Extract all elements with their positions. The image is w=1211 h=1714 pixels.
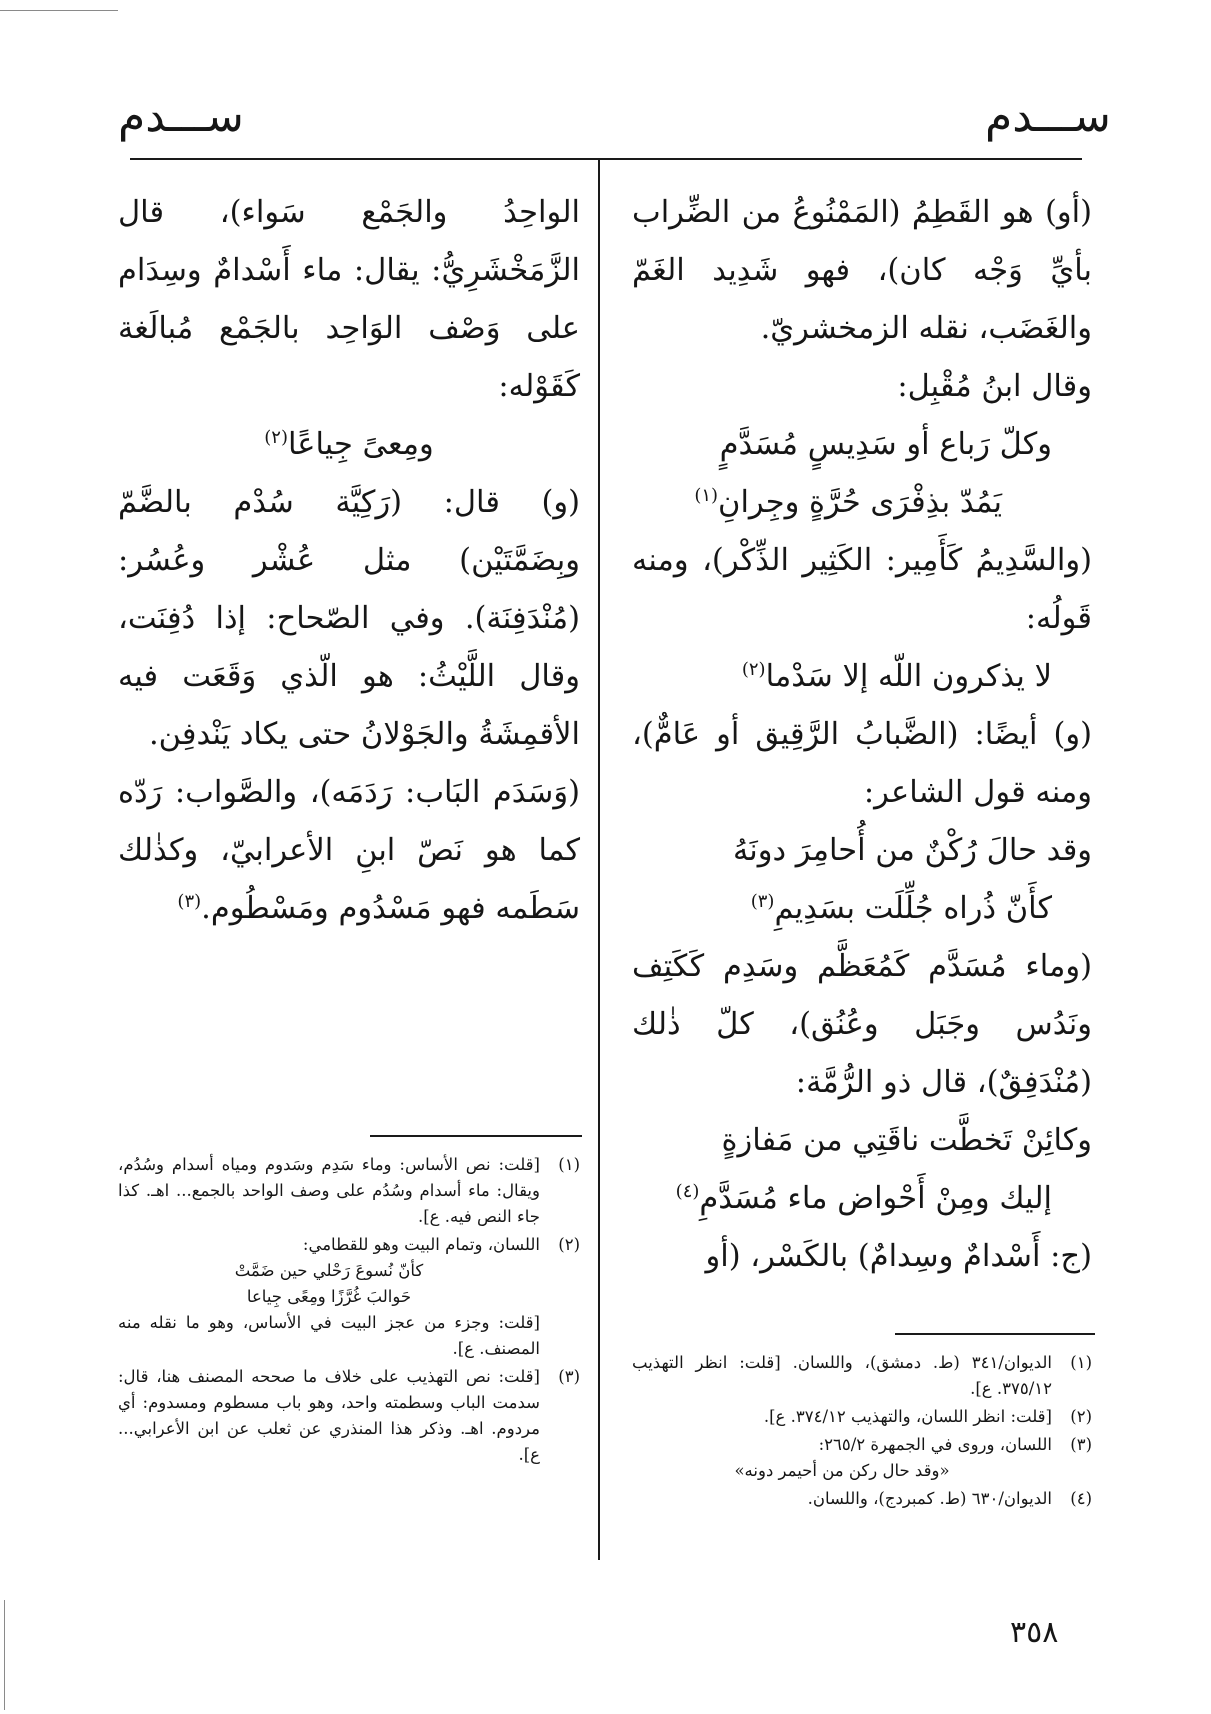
footnote-verse: حَوالبَ غُرَّزًا ومِعًى جِياعا xyxy=(246,1287,412,1306)
footnote-separator-right xyxy=(895,1333,1095,1335)
footnote: (٢) اللسان، وتمام البيت وهو للقطامي: كأنّ نُسوعَ رَحْلي حين ضَمَّتْ حَوالبَ غُرَّزًا ومِعًى جِياعا [قلت: وجزء من عجز البيت في الأساس، وهو ما نقله منه المصنف. ع]. xyxy=(118,1235,580,1358)
footnote-ref: (١) xyxy=(694,484,719,506)
footnote-verse: «وقد حال ركن من أحيمر دونه» xyxy=(734,1461,950,1480)
verse-line: وقد حالَ رُكْنٌ من أُحامِرَ دونَهُ xyxy=(732,833,1092,868)
running-head-left: ســـدم xyxy=(118,91,244,142)
header-rule xyxy=(130,158,1082,160)
footnote: (٤) الديوان/٦٣٠ (ط. كمبردج)، واللسان. xyxy=(807,1489,1092,1508)
left-column xyxy=(118,184,580,938)
footnote-verse: كأنّ نُسوعَ رَحْلي حين ضَمَّتْ xyxy=(234,1261,424,1280)
page-number: ٣٥٨ xyxy=(1010,1615,1059,1650)
verse-line: يَمُدّ بذِفْرَى حُرَّةٍ وجِرانِ$^{(١)}$ xyxy=(694,484,1002,520)
footnote: (١) الديوان/٣٤١ (ط. دمشق)، واللسان. [قلت: انظر التهذيب ٣٧٥/١٢. ع]. xyxy=(632,1353,1092,1398)
verse-line: ومِعىً جِياعًا$^{(٢)}$ xyxy=(264,426,434,462)
paragraph: (أو) هو القَطِمُ (المَمْنُوعُ من الضِّراب بأيِّ وَجْه كان)، فهو شَدِيد الغَمّ والغَضَب، نقله الزمخشريّ. xyxy=(632,195,1092,346)
verse-line: إليك ومِنْ أَحْواض ماء مُسَدَّمِ$^{(٤)}$ xyxy=(675,1180,1052,1216)
footnote-ref: (٢) xyxy=(741,658,766,680)
verse-line: وكائِنْ تَخطَّت ناقَتِي من مَفازةٍ xyxy=(721,1123,1092,1158)
paragraph: الواحِدُ والجَمْع سَواء)، قال الزَّمَخْشَرِيُّ: يقال: ماء أَسْدامٌ وسِدَام على وَصْف الوَاحِد بالجَمْع مُبالَغة كَقَوْله: xyxy=(118,195,580,404)
footnote-ref: (٤) xyxy=(675,1180,700,1202)
paragraph: (و) قال: (رَكِيَّة سُدْم بالضَّمّ وبِضَمَّتَيْن) مثل عُشْر وعُسُر: (مُنْدَفِنَة). وفي الصّحاح: إذا دُفِنَت، وقال اللَّيْثُ: هو الّذي وَقَعَت فيه الأقمِشَةُ والجَوْلانُ حتى يكاد يَنْدفِن. xyxy=(118,485,580,752)
footnote-ref: (٣) xyxy=(750,890,775,912)
footnotes-right xyxy=(632,1350,1092,1514)
footnote: (٢) [قلت: انظر اللسان، والتهذيب ٣٧٤/١٢. ع]. xyxy=(763,1407,1092,1426)
right-column xyxy=(632,184,1092,1286)
paragraph: (والسَّدِيمُ كَأَمِير: الكَثِير الذِّكْر)، ومنه قَولُه: xyxy=(632,543,1092,636)
verse-line: لا يذكرون اللّه إلا سَدْما$^{(٢)}$ xyxy=(741,658,1052,694)
paragraph: (وَسَدَم البَاب: رَدَمَه)، والصَّواب: رَدّه كما هو نَصّ ابنِ الأعرابيّ، وكذٰلك سَطَمه فهو مَسْدُوم ومَسْطُوم.$^{(٣)}$ xyxy=(118,775,580,926)
footnote: (١) [قلت: نص الأساس: وماء سَدِم وسَدوم ومياه أسدام وسُدُم، ويقال: ماء أسدام وسُدُم على وصف الواحد بالجمع... اهـ. كذا جاء النص فيه. ع]. xyxy=(118,1155,580,1226)
footnote: (٣) [قلت: نص التهذيب على خلاف ما صححه المصنف هنا، قال: سدمت الباب وسطمته واحد، وهو باب مسطوم ومسدوم: أي مردوم. اهـ. وذكر هذا المنذري عن ثعلب عن ابن الأعرابي... ع]. xyxy=(118,1367,580,1464)
paragraph: (وماء مُسَدَّم كَمُعَظَّم وسَدِم كَكَتِف ونَدُس وجَبَل وعُنُق)، كلّ ذٰلك (مُنْدَفِقٌ)، قال ذو الرُّمَّة: xyxy=(632,949,1092,1100)
paragraph: (ج: أَسْدامٌ وسِدامٌ) بالكَسْر، (أو xyxy=(705,1239,1092,1274)
paragraph: وقال ابنُ مُقْبِل: xyxy=(897,369,1092,404)
footnote-separator-left xyxy=(370,1135,582,1137)
verse-line: كأَنّ ذُراه جُلِّلَت بسَدِيمِ$^{(٣)}$ xyxy=(750,890,1052,926)
scan-mark-left xyxy=(4,1600,5,1710)
running-head-right: ســـدم xyxy=(985,91,1111,142)
verse-line: وكلّ رَباع أو سَدِيسٍ مُسَدَّمٍ xyxy=(719,427,1052,462)
footnote: (٣) اللسان، وروى في الجمهرة ٢٦٥/٢: «وقد حال ركن من أحيمر دونه» xyxy=(632,1432,1092,1484)
footnotes-left xyxy=(118,1152,580,1470)
footnote-ref: (٢) xyxy=(264,426,288,448)
column-divider xyxy=(598,160,600,1560)
scan-mark-top xyxy=(0,10,118,11)
footnote-ref: (٣) xyxy=(177,890,202,912)
paragraph: (و) أيضًا: (الضَّبابُ الرَّقِيق أو عَامٌّ)، ومنه قول الشاعر: xyxy=(632,717,1092,810)
